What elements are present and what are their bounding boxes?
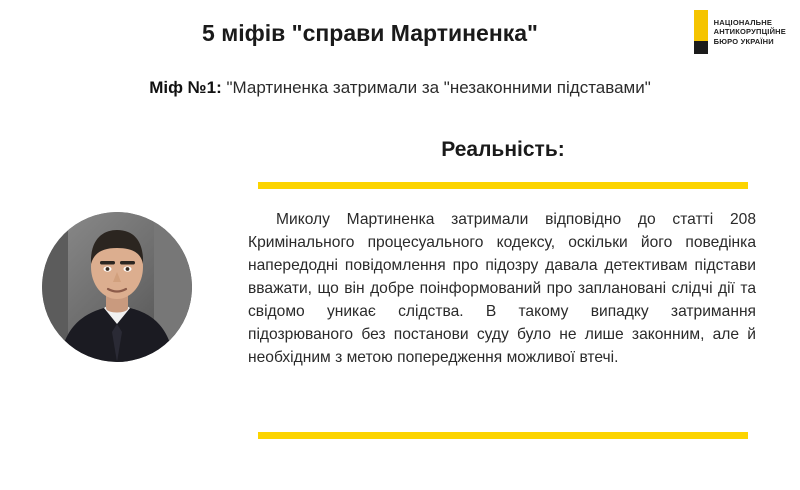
myth-statement (0, 78, 800, 98)
logo-line-3: БЮРО УКРАЇНИ (713, 36, 774, 46)
logo-line-1: НАЦІОНАЛЬНЕ (713, 18, 773, 28)
myth-text: "Мартиненка затримали за "незаконними підставами" (226, 78, 651, 97)
reality-heading: Реальність: (441, 138, 565, 161)
portrait-avatar (42, 212, 192, 362)
portrait-image (42, 212, 192, 362)
myth-label: Міф №1: (149, 78, 222, 97)
divider-bottom (258, 432, 748, 439)
page-title: 5 міфів "справи Мартиненка" (202, 20, 538, 46)
divider-top (258, 182, 748, 189)
logo-line-2: АНТИКОРУПЦІЙНЕ (713, 27, 786, 37)
reality-body-text: Миколу Мартиненка затримали відповідно до статті 208 Кримінального процесуального кодексу, оскільки його поведінка напередодні повідомлення про підозру давала детективам підстави вважати, що він добре поінформований про заплановані слідчі дії та свідомо уникає слідства. В такому випадку затримання підозрюваного без постанови суду було не лише законним, але й необхідним з метою попередження можливої втечі. (248, 211, 756, 367)
